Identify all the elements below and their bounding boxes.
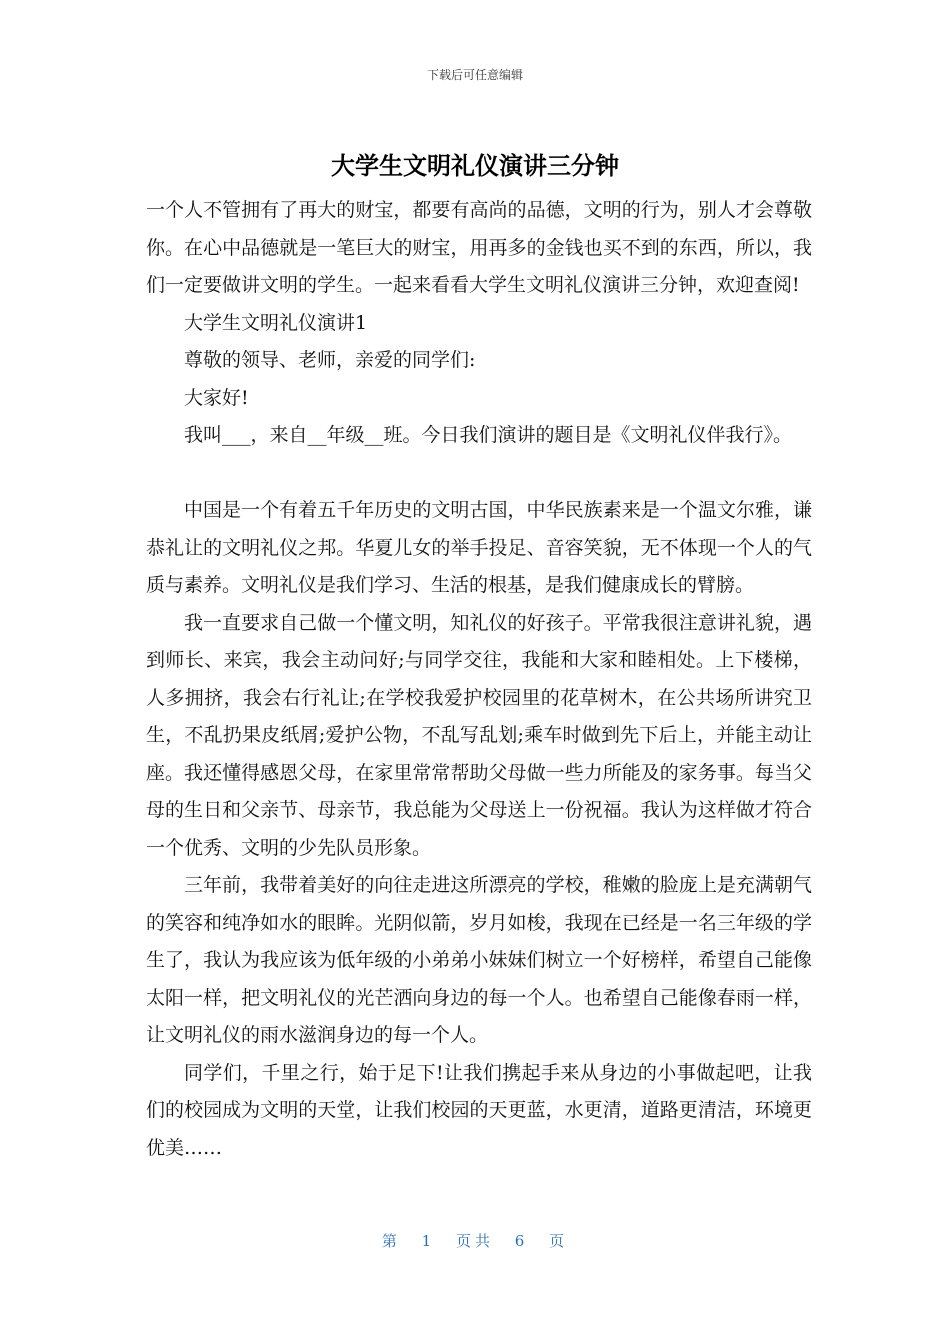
speech-heading: 大学生文明礼仪演讲1 xyxy=(184,311,368,334)
body-paragraph: 同学们，千里之行，始于足下!让我们携起手来从身边的小事做起吧，让我们的校园成为文明的天堂，让我们校园的天更蓝，水更清，道路更清洁，环境更优美…… xyxy=(146,1061,812,1159)
body-paragraph: 我一直要求自己做一个懂文明，知礼仪的好孩子。平常我很注意讲礼貌，遇到师长、来宾，我会主动问好;与同学交往，我能和大家和睦相处。上下楼梯，人多拥挤，我会右行礼让;在学校我爱护校园里的花草树木，在公共场所讲究卫生，不乱扔果皮纸屑;爱护公物，不乱写乱划;乘车时做到先下后上，并能主动让座。我还懂得感恩父母，在家里常常帮助父母做一些力所能及的家务事。每当父母的生日和父亲节、母亲节，我总能为父母送上一份祝福。我认为这样做才符合一个优秀、文明的少先队员形象。 xyxy=(146,611,812,859)
document-body xyxy=(146,192,812,1167)
blank-line xyxy=(146,455,812,493)
self-intro: 我叫___，来自__年级__班。今日我们演讲的题目是《文明礼仪伴我行》。 xyxy=(184,424,793,446)
intro-paragraph: 一个人不管拥有了再大的财宝，都要有高尚的品德，文明的行为，别人才会尊敬你。在心中品德就是一笔巨大的财宝，用再多的金钱也买不到的东西，所以，我们一定要做讲文明的学生。一起来看看大学生文明礼仪演讲三分钟，欢迎查阅! xyxy=(146,199,812,296)
page-title: 大学生文明礼仪演讲三分钟 xyxy=(331,152,619,180)
header-note: 下载后可任意编辑 xyxy=(426,68,523,82)
greeting: 大家好! xyxy=(184,386,249,409)
body-paragraph: 中国是一个有着五千年历史的文明古国，中华民族素来是一个温文尔雅，谦恭礼让的文明礼仪之邦。华夏儿女的举手投足、音容笑貌，无不体现一个人的气质与素养。文明礼仪是我们学习、生活的根基，是我们健康成长的臂膀。 xyxy=(146,499,812,596)
body-paragraph: 三年前，我带着美好的向往走进这所漂亮的学校，稚嫩的脸庞上是充满朝气的笑容和纯净如水的眼眸。光阴似箭，岁月如梭，我现在已经是一名三年级的学生了，我认为我应该为低年级的小弟弟小妹妹们树立一个好榜样，希望自己能像太阳一样，把文明礼仪的光芒洒向身边的每一个人。也希望自己能像春雨一样，让文明礼仪的雨水滋润身边的每一个人。 xyxy=(146,874,812,1046)
salutation: 尊敬的领导、老师，亲爱的同学们: xyxy=(184,349,476,371)
page-footer: 第 1 页共 6 页 xyxy=(381,1232,569,1250)
